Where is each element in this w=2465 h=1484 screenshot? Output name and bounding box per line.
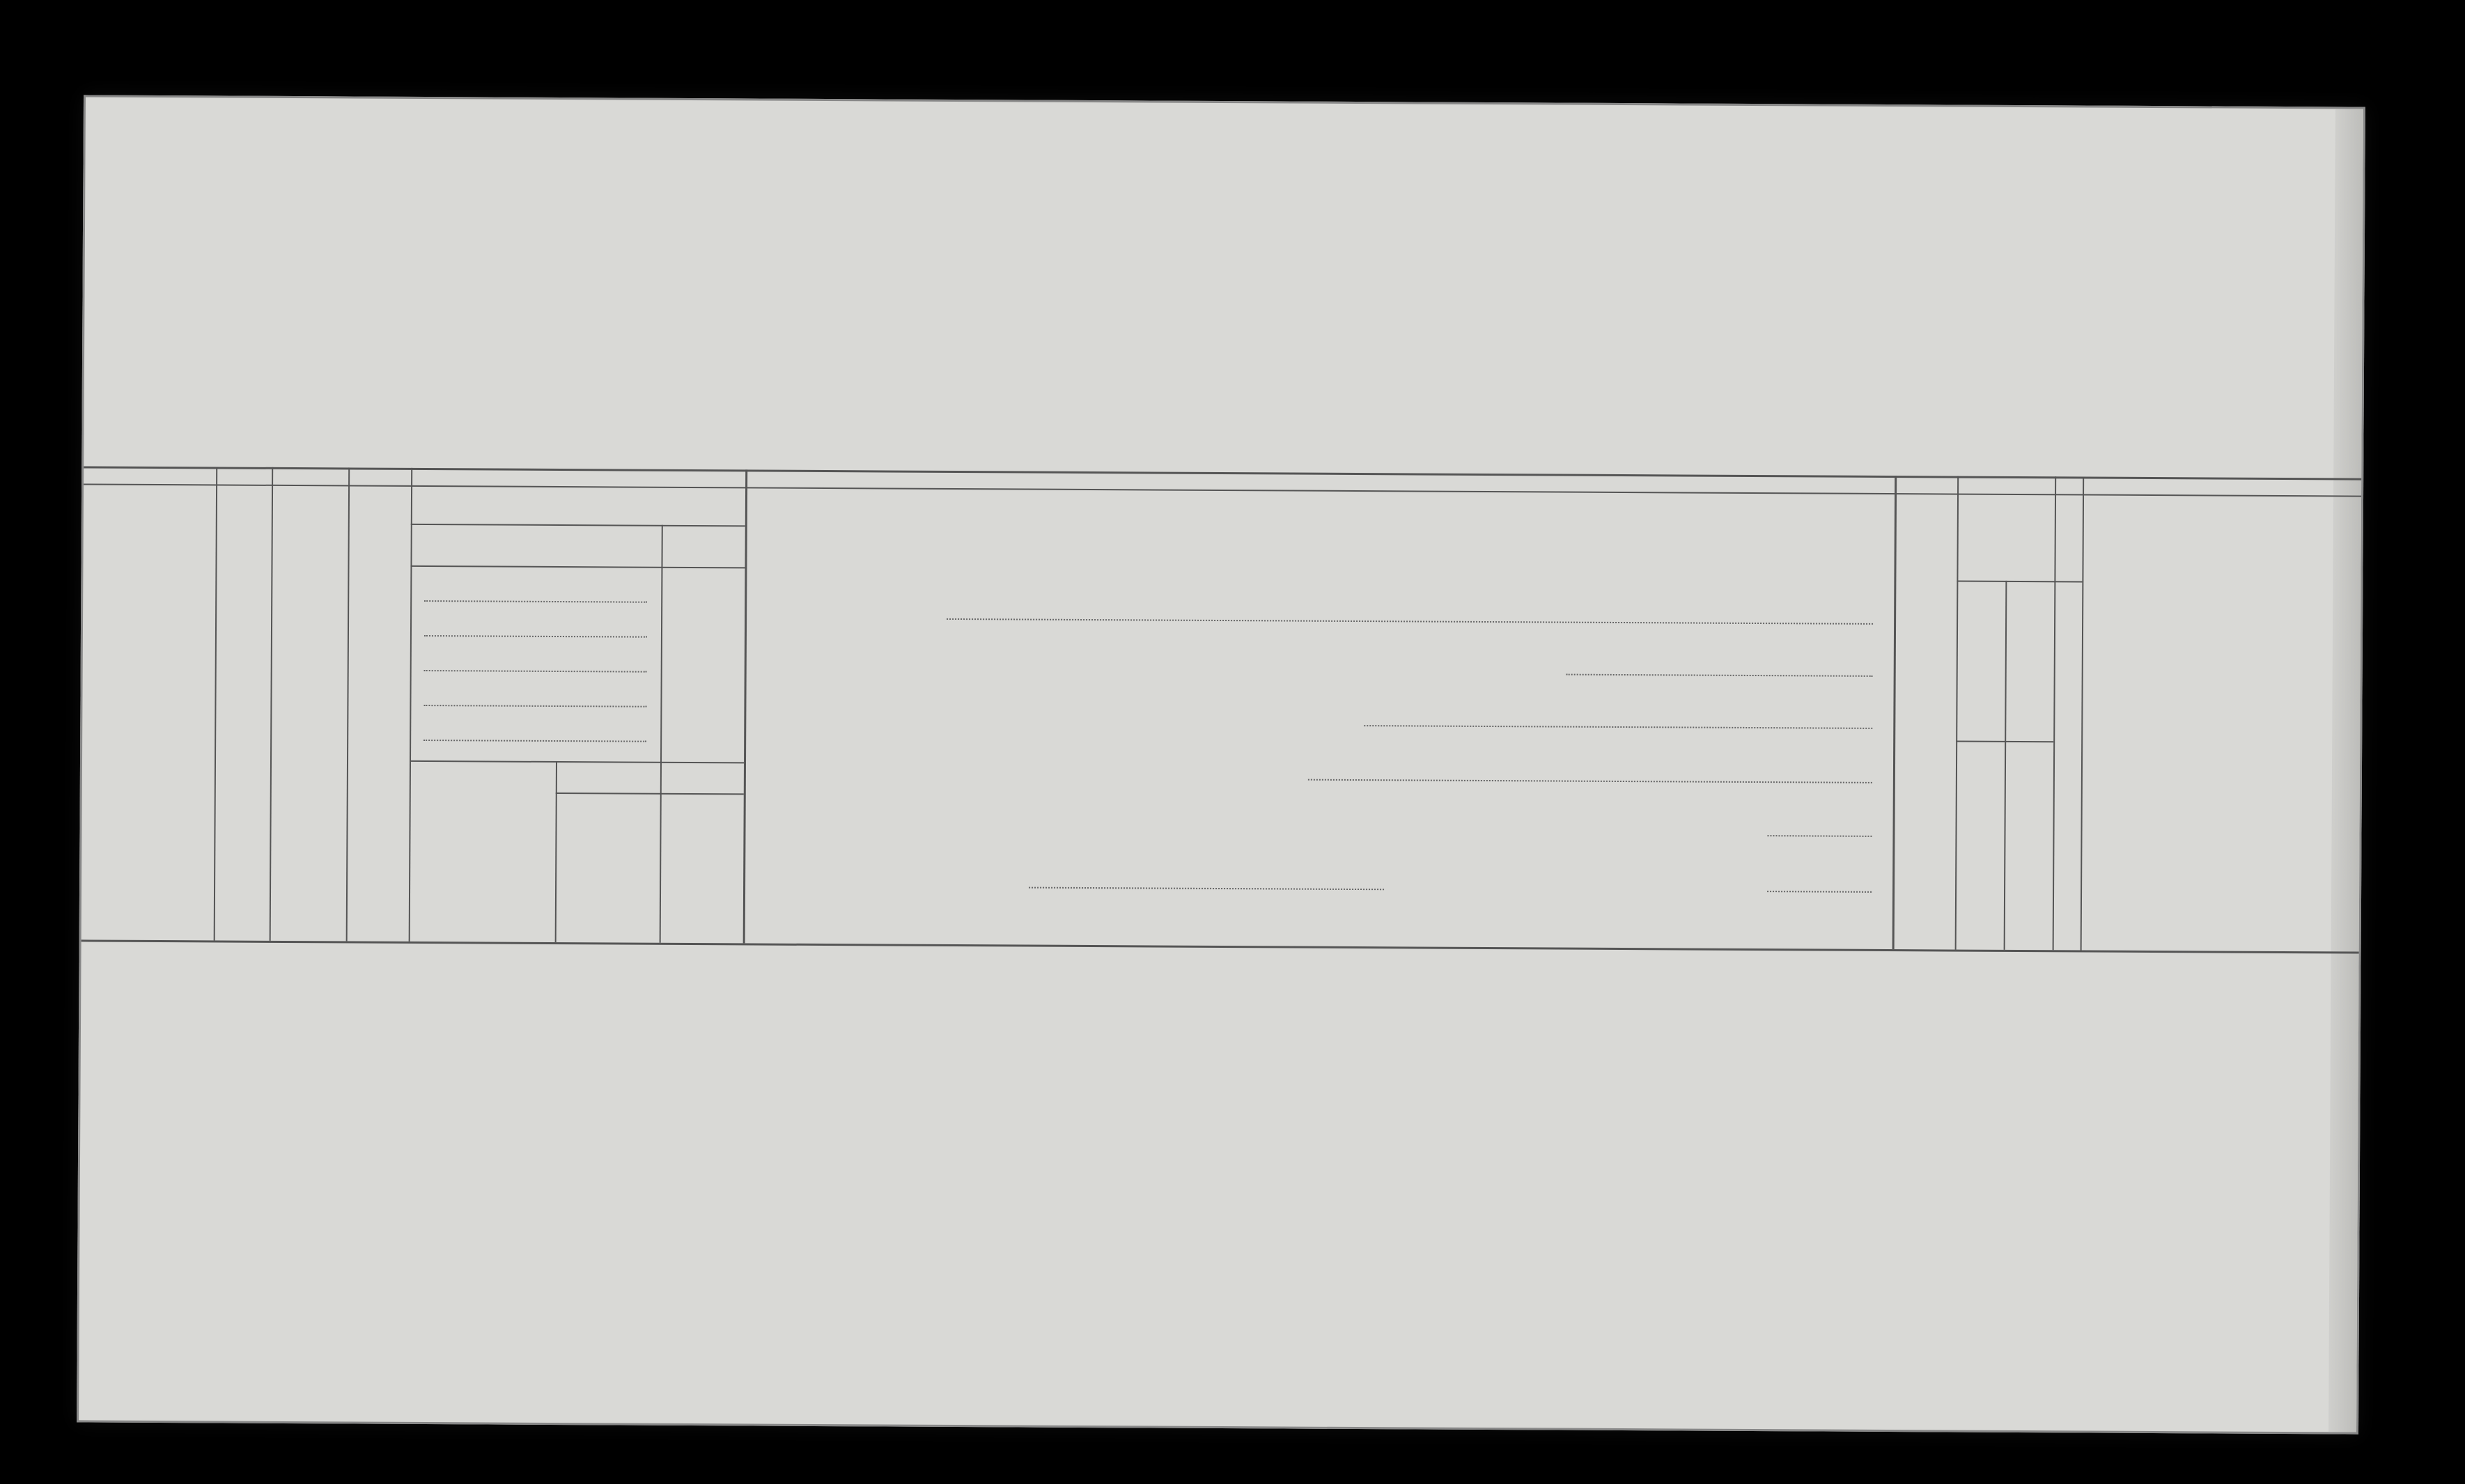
right-columns bbox=[2081, 476, 2362, 951]
census-card bbox=[77, 95, 2365, 1434]
workers-title bbox=[353, 530, 411, 878]
trade-title bbox=[425, 485, 731, 487]
population-block bbox=[1892, 476, 2083, 950]
pop-working-m bbox=[2007, 755, 2050, 866]
lease-table bbox=[79, 939, 2359, 1432]
private-holdings bbox=[764, 491, 1895, 942]
trade-block bbox=[409, 485, 745, 944]
workers-columns bbox=[214, 484, 348, 941]
pop-working-w bbox=[2009, 588, 2051, 678]
top-table bbox=[84, 97, 2363, 478]
population-title bbox=[1899, 517, 1950, 907]
total-souls bbox=[1964, 490, 2006, 574]
